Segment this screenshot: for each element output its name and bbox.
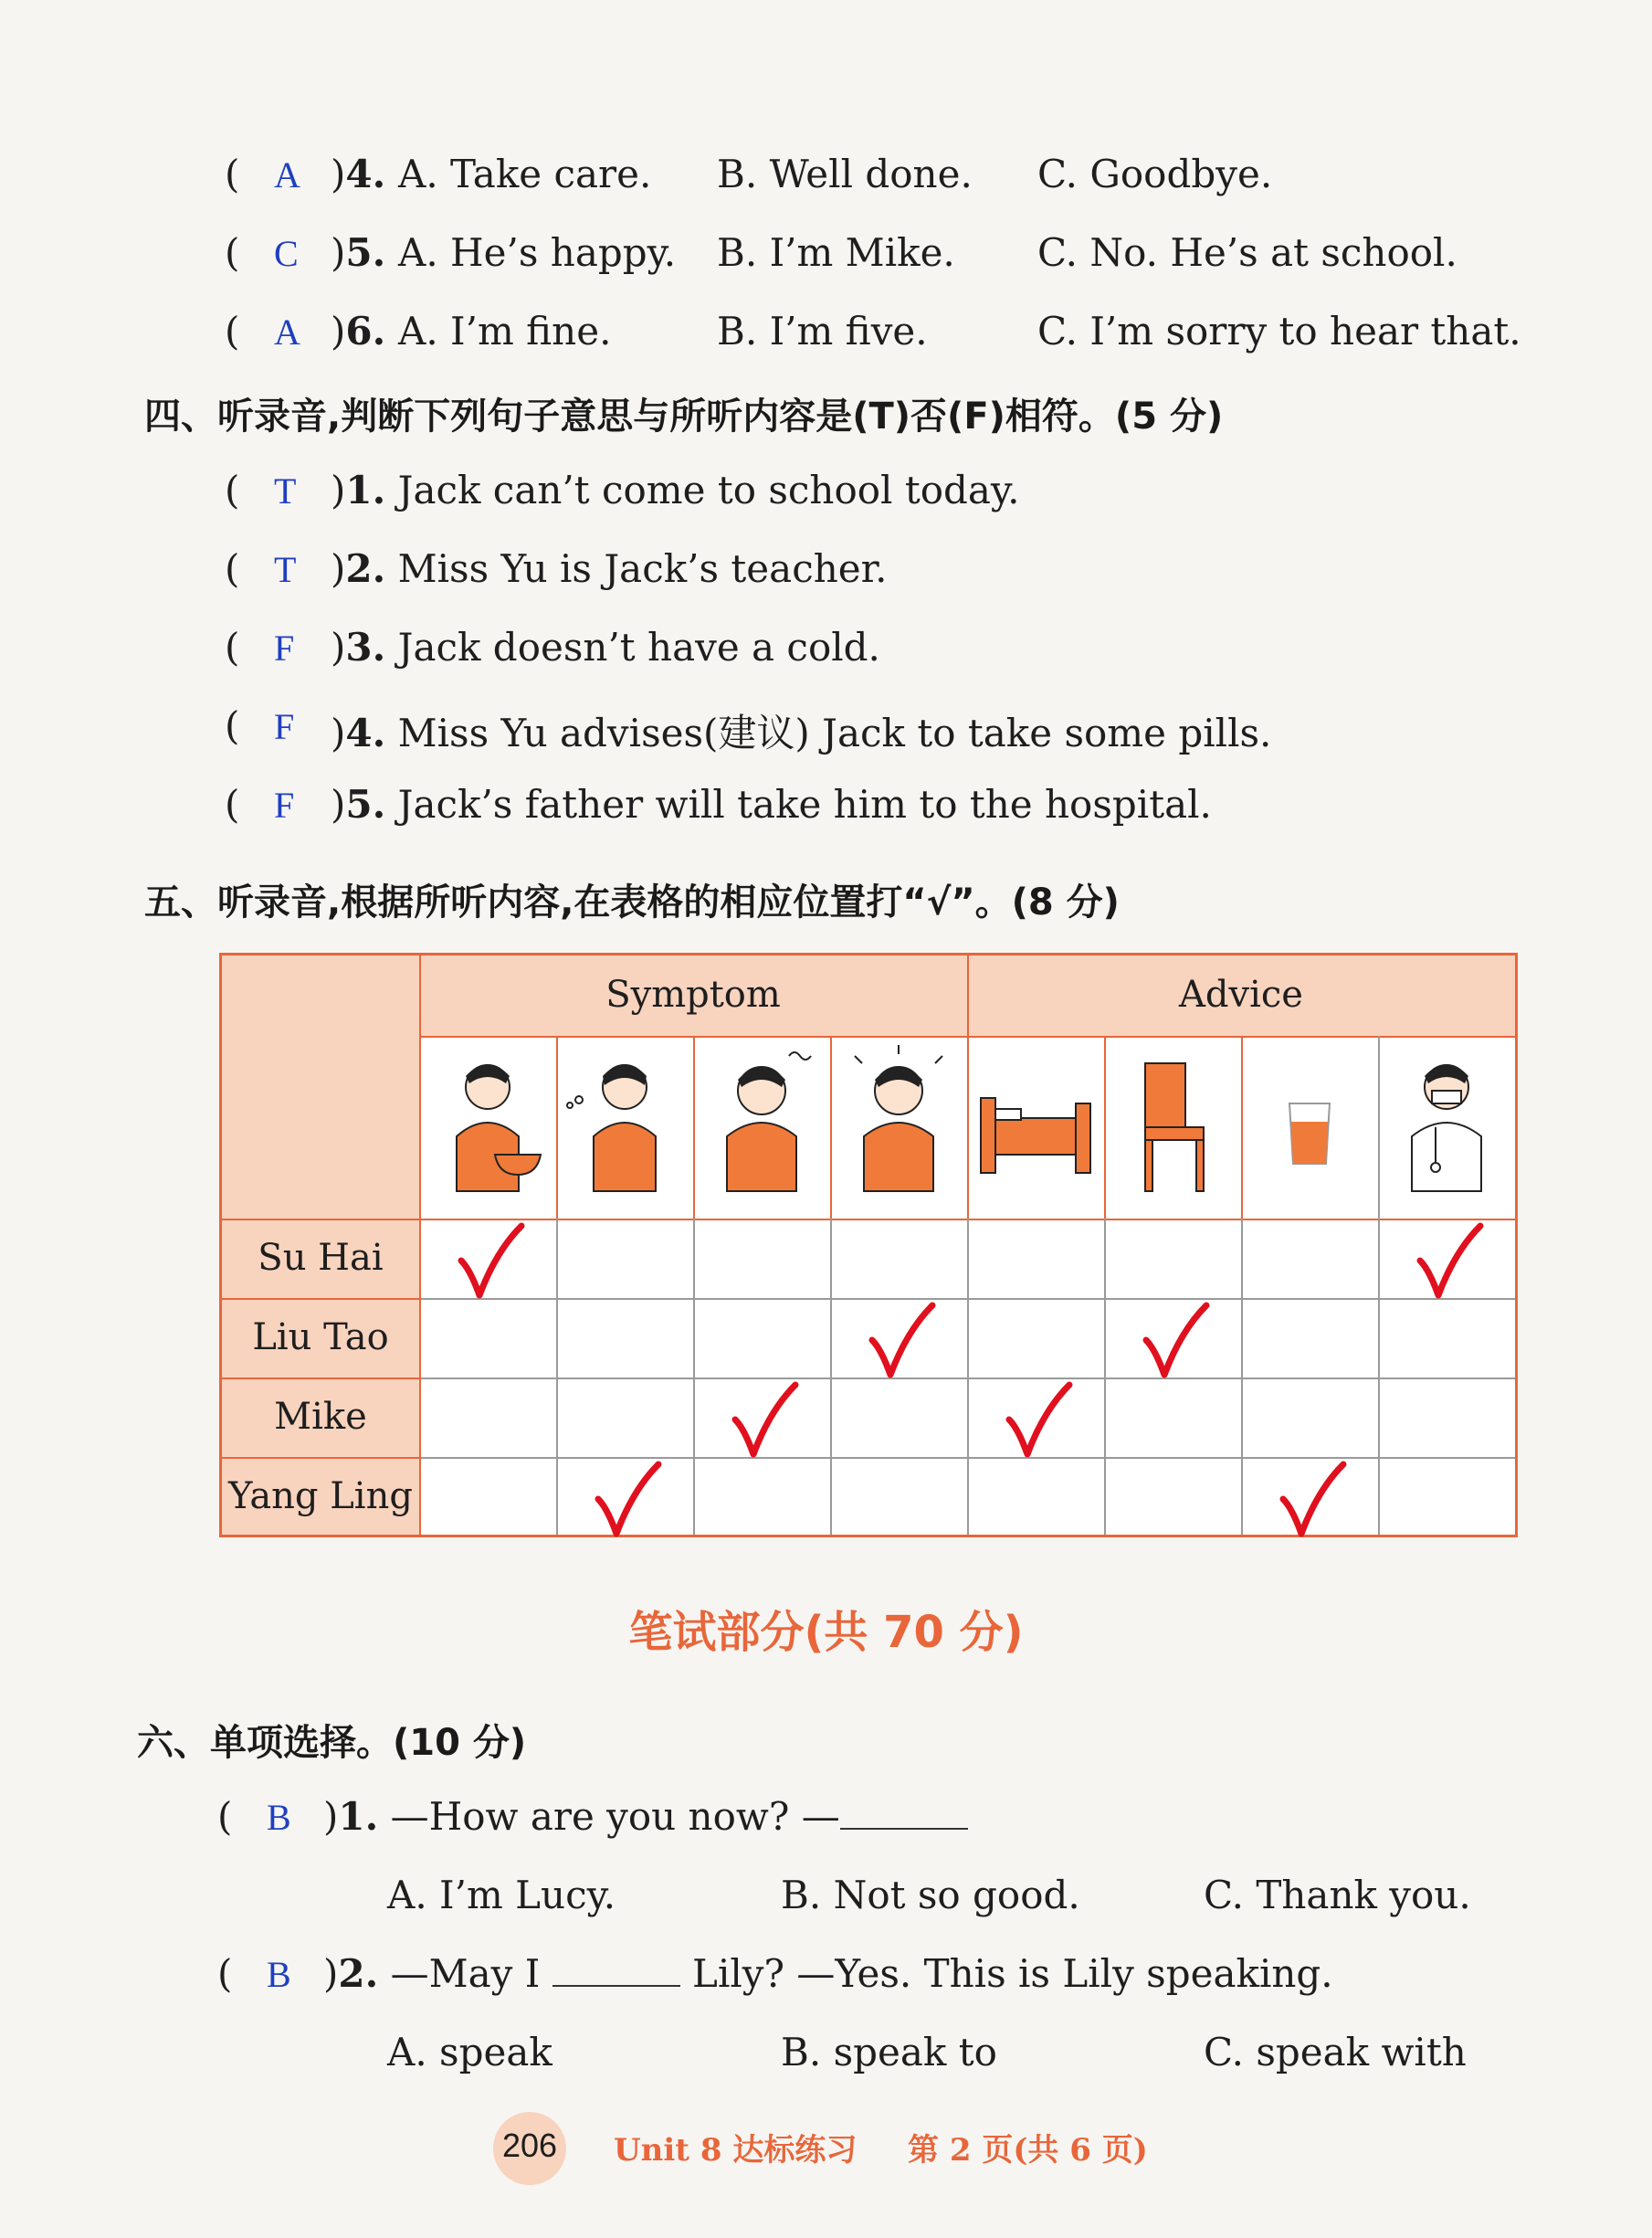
row-label-liu-tao: Liu Tao (252, 1316, 389, 1358)
table-line (1241, 1036, 1243, 1219)
option-c: C. I’m sorry to hear that. (1037, 309, 1521, 354)
table-line (222, 1219, 1515, 1220)
option-b: B. speak to (781, 2030, 997, 2074)
checkmark (730, 1379, 803, 1462)
answer-mark: T (274, 470, 297, 512)
table-line (1104, 1219, 1106, 1535)
answer-mark: A (274, 154, 300, 195)
boy-fever-icon (727, 1052, 811, 1191)
table-line (830, 1219, 832, 1535)
answer-mark: B (267, 1954, 291, 1995)
checkmark (1004, 1379, 1077, 1462)
glass-of-water-icon (1289, 1103, 1330, 1164)
question-number: )4. (331, 152, 386, 196)
table-line (967, 1219, 969, 1535)
symptom-advice-table (219, 953, 1518, 1537)
checkmark (1415, 1220, 1488, 1303)
statement: )1. Jack can’t come to school today. (331, 468, 1020, 512)
checkmark (1278, 1459, 1351, 1541)
answer-mark: F (274, 785, 295, 826)
symptom-group-label: Symptom (605, 974, 781, 1016)
page-number: 206 (501, 2127, 558, 2164)
table-line (222, 1378, 419, 1379)
option-a: A. I’m Lucy. (387, 1873, 616, 1917)
option-c: C. No. He’s at school. (1037, 230, 1457, 275)
answer-mark: C (274, 233, 299, 274)
answer-mark: A (274, 311, 300, 353)
bed-icon (981, 1098, 1090, 1173)
option-a: A. Take care. (398, 152, 652, 196)
statement: )4. Miss Yu advises(建议) Jack to take some pills. (331, 711, 1272, 755)
row-label-yang-ling: Yang Ling (228, 1475, 413, 1517)
table-line (222, 1457, 419, 1459)
question-stem: )1. —How are you now? — (323, 1794, 968, 1839)
table-line (222, 1298, 419, 1300)
option-b: B. Not so good. (781, 1873, 1080, 1917)
section5-heading: 五、听录音,根据所听内容,在表格的相应位置打“√”。(8 分) (144, 881, 1120, 924)
footer-unit: Unit 8 达标练习 (614, 2132, 858, 2169)
footer-page-info: 第 2 页(共 6 页) (908, 2132, 1148, 2169)
statement: )5. Jack’s father will take him to the hospital. (331, 782, 1212, 827)
option-c: C. speak with (1204, 2030, 1467, 2074)
row-label-su-hai: Su Hai (258, 1237, 384, 1279)
option-a: A. He’s happy. (398, 230, 677, 275)
section6-heading: 六、单项选择。(10 分) (137, 1722, 527, 1764)
checkmark (1141, 1300, 1214, 1382)
table-line (1378, 1036, 1380, 1535)
answer-mark: F (274, 628, 295, 669)
question-number: )6. (331, 309, 386, 354)
answer-blank[interactable] (552, 1985, 680, 1987)
answer-blank[interactable] (840, 1828, 968, 1830)
question-row: ( (225, 152, 240, 196)
checkmark (456, 1220, 529, 1303)
option-b: B. I’m five. (717, 309, 928, 354)
option-a: A. I’m fine. (398, 309, 612, 354)
option-c: C. Goodbye. (1037, 152, 1273, 196)
answer-mark: F (274, 706, 295, 747)
table-line (1241, 1219, 1243, 1535)
checkmark (593, 1459, 666, 1541)
table-line (556, 1219, 558, 1535)
statement: )2. Miss Yu is Jack’s teacher. (331, 546, 888, 591)
question-stem: )2. —May I Lily? —Yes. This is Lily speaking. (323, 1951, 1333, 1996)
advice-group-label: Advice (1179, 974, 1303, 1016)
written-part-title: 笔试部分(共 70 分) (628, 1607, 1024, 1658)
table-line (693, 1219, 695, 1535)
table-line (967, 955, 969, 1219)
statement: )3. Jack doesn’t have a cold. (331, 625, 880, 670)
answer-mark: B (267, 1797, 291, 1838)
table-line (1104, 1036, 1106, 1219)
worksheet-page: ( A )4. A. Take care. B. Well done. C. Goodbye. ( C )5. A. He’s happy. B. I’m Mike. C. No. He’s at school. ( A )6. A. I’m fine. B. I’m five. C. I’m sorry to hear that. 四、听录音,判断下列句子意思与所听内容是(T)否(F)相符。(5 分) ( T )1. Jack can’t come to school today. ( T )2. Miss Yu is Jack’s teacher. ( F )3. Jack doesn’t have a cold. ( F )4. Miss Yu advises(建议) Jack to take some pills. ( F )5. Jack’s father will take him to the hospital. 五、听录音,根据所听内容,在表格的相应位置打“√”。(8 分) Symptom Advice Su Hai Liu Tao Mike Yang Ling 笔试部分(共 70 分) 六、单项选择。(10 分) ( B )1. —How are you now? — A. I’m Lucy. B. Not so good. C. Thank you. ( B )2. —May I Lily? —Yes. This is Lily speaking. A. speak B. speak to C. speak with 206 Unit 8 达标练习 第 2 页(共 6 页) (0, 0, 1652, 2238)
option-a: A. speak (387, 2030, 552, 2074)
option-c: C. Thank you. (1204, 1873, 1471, 1917)
checkmark (867, 1300, 940, 1382)
boy-headache-icon (855, 1045, 942, 1191)
boy-eating-icon (457, 1064, 541, 1191)
table-line (419, 955, 421, 1535)
table-line (693, 1036, 695, 1219)
row-label-mike: Mike (274, 1396, 367, 1438)
chair-icon (1145, 1063, 1204, 1191)
answer-mark: T (274, 549, 297, 590)
doctor-icon (1412, 1064, 1481, 1191)
table-line (830, 1036, 832, 1219)
boy-coughing-icon (567, 1064, 656, 1191)
section4-heading: 四、听录音,判断下列句子意思与所听内容是(T)否(F)相符。(5 分) (144, 396, 1224, 438)
question-number: )5. (331, 230, 386, 275)
option-b: B. I’m Mike. (717, 230, 955, 275)
option-b: B. Well done. (717, 152, 973, 196)
table-line (556, 1036, 558, 1219)
